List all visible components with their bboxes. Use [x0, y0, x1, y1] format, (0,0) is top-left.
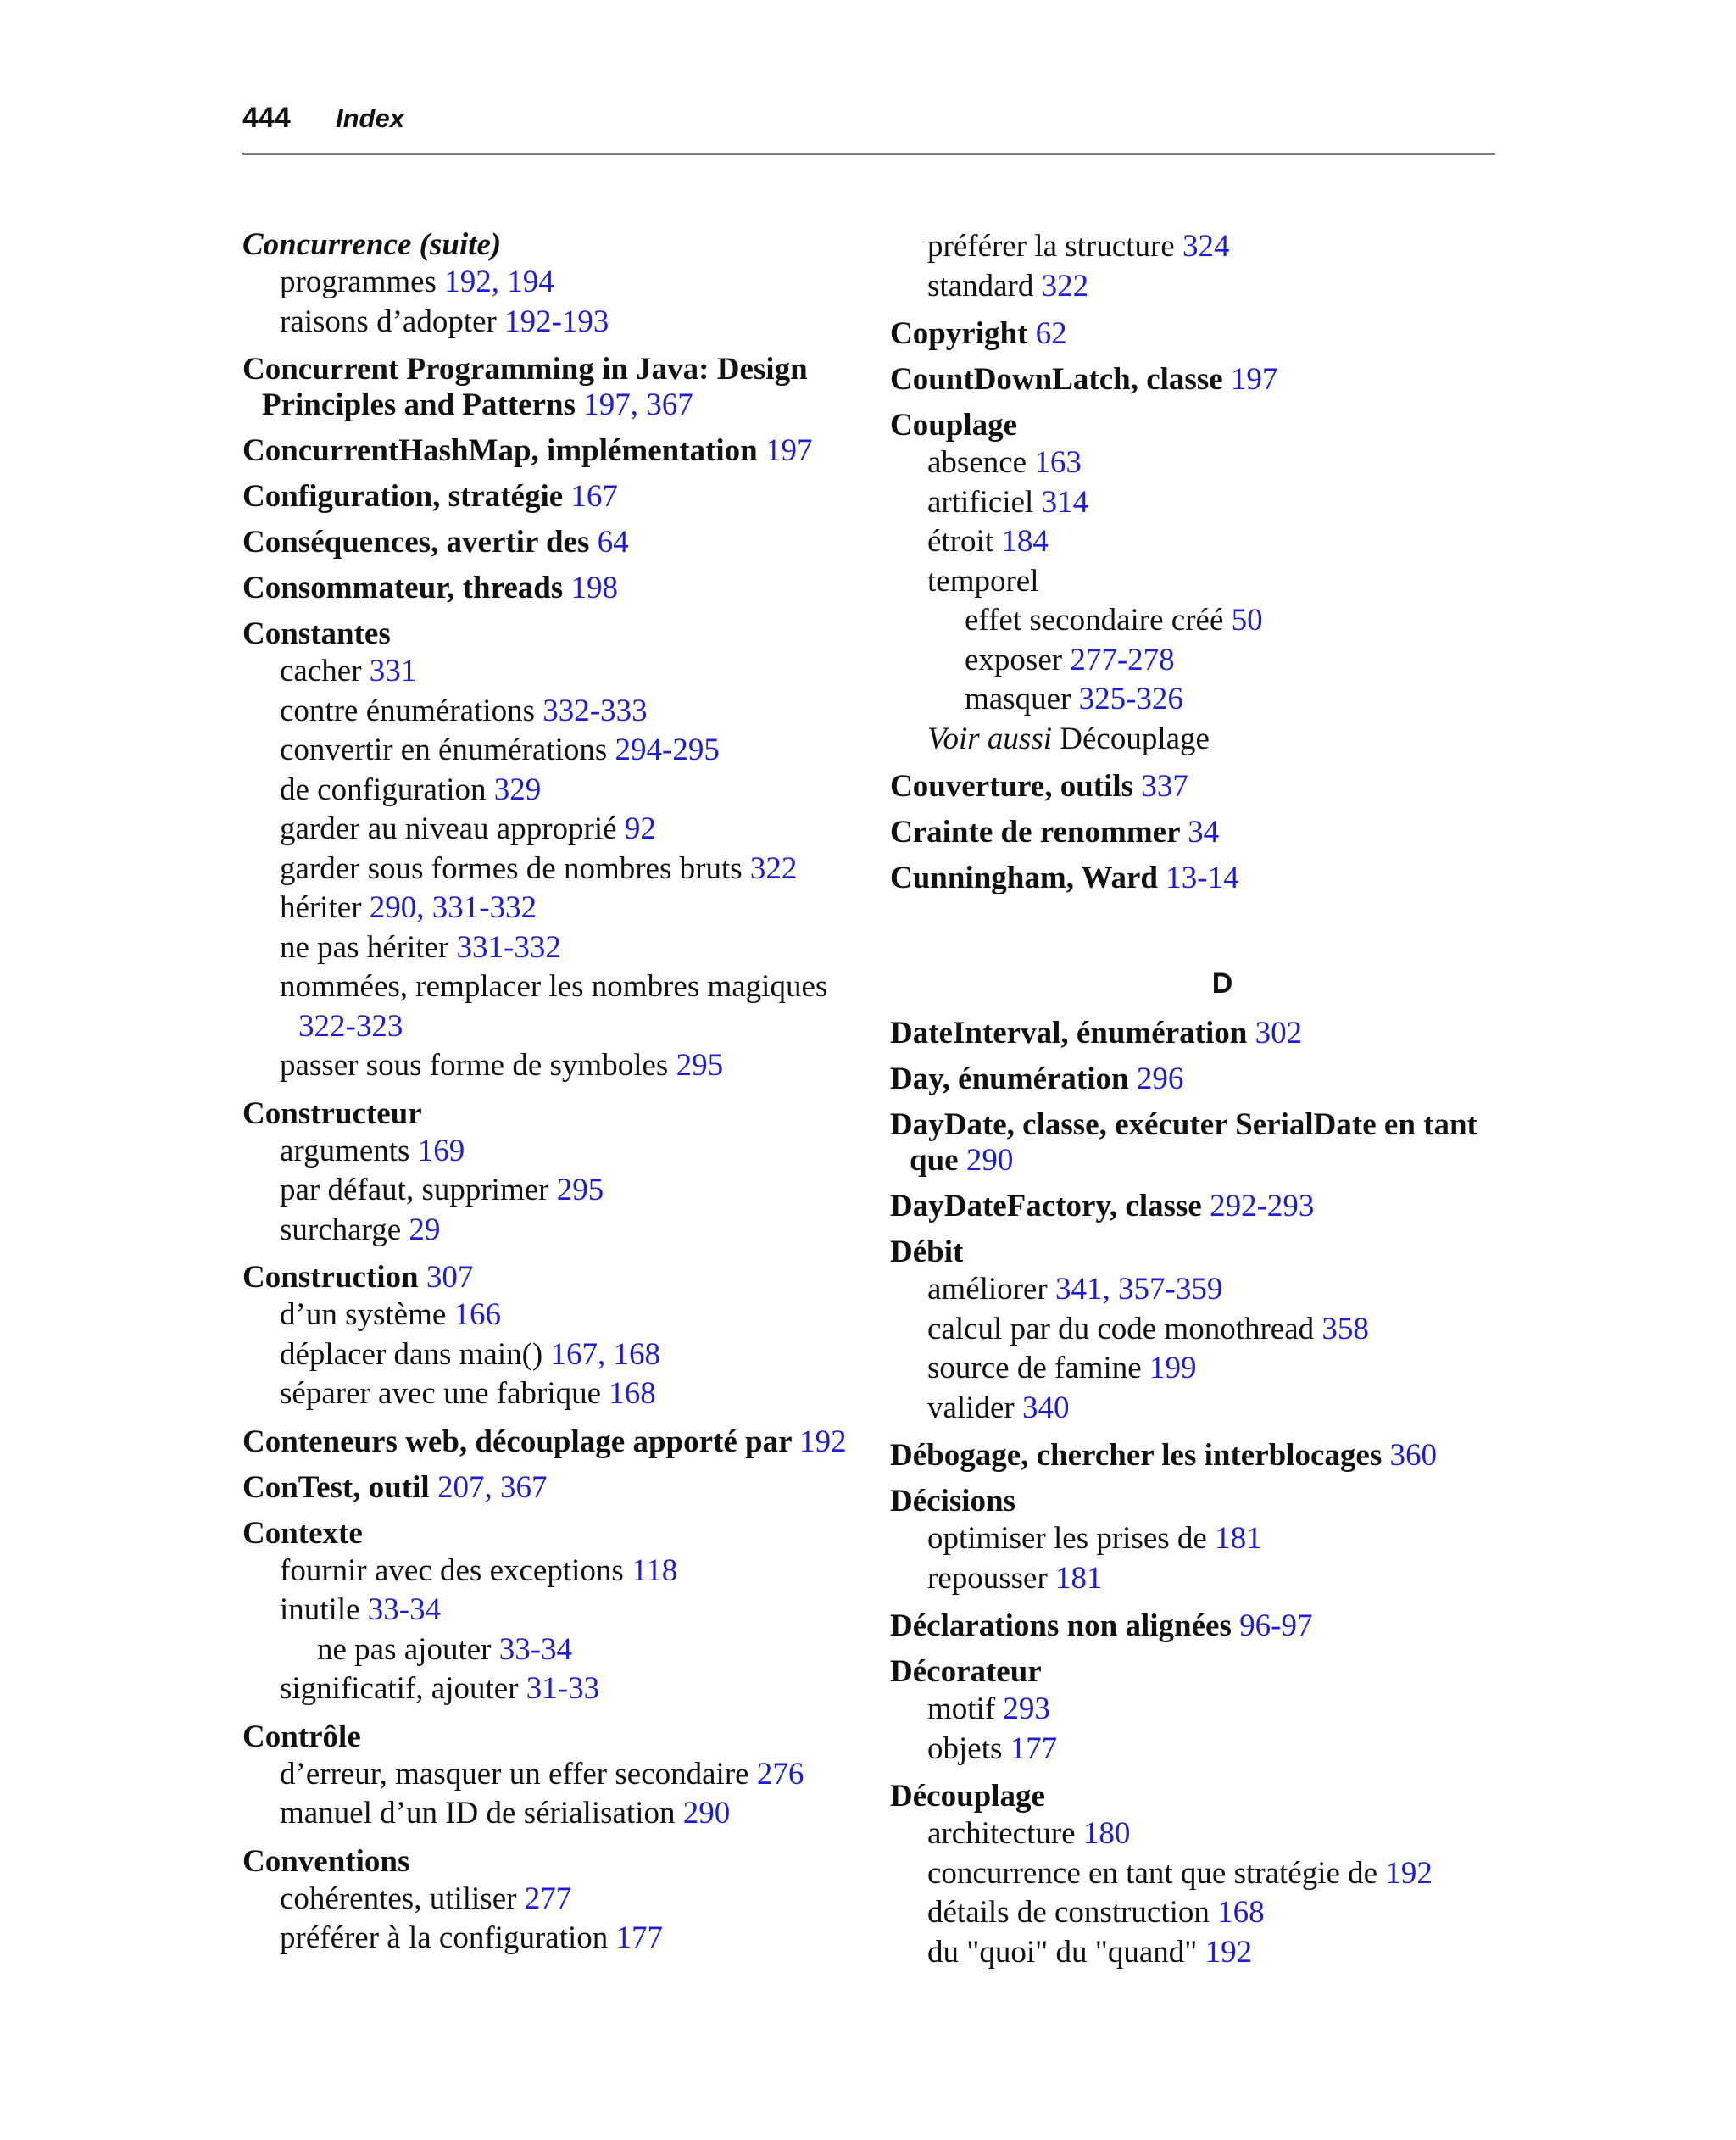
page-reference[interactable]: 181 — [1055, 1560, 1103, 1596]
page-reference[interactable]: 169 — [417, 1133, 465, 1168]
index-term: séparer avec une fabrique — [280, 1376, 609, 1411]
index-term: convertir en énumérations — [280, 733, 615, 767]
page-reference[interactable]: 294-295 — [615, 733, 720, 767]
index-term: DayDateFactory, classe — [890, 1189, 1210, 1223]
index-term: absence — [927, 445, 1035, 480]
index-subentry — [242, 1374, 856, 1414]
index-entry — [890, 1654, 1504, 1690]
index-term: DateInterval, énumération — [890, 1016, 1255, 1050]
index-subentry — [242, 652, 856, 692]
page-number: 444 — [242, 102, 291, 134]
index-term: garder sous formes de nombres bruts — [280, 850, 750, 886]
index-term: préférer à la configuration — [280, 1920, 616, 1955]
index-term: programmes — [280, 265, 445, 299]
page-reference[interactable]: 197 — [765, 433, 813, 468]
index-term: de configuration — [280, 772, 494, 807]
page-reference[interactable]: 192 — [1385, 1855, 1433, 1891]
page-reference[interactable]: 341, 357-359 — [1055, 1272, 1223, 1307]
index-term: raisons d’adopter — [280, 304, 505, 339]
index-entry — [890, 861, 1504, 896]
index-subentry — [890, 227, 1504, 267]
index-subentry — [242, 1755, 856, 1795]
index-term: inutile — [280, 1592, 368, 1627]
page-reference[interactable]: 64 — [597, 525, 629, 560]
page-reference[interactable]: 197, 367 — [583, 387, 693, 422]
index-term: Constructeur — [242, 1095, 422, 1131]
page-reference[interactable]: 340 — [1021, 1390, 1070, 1425]
index-term: CountDownLatch, classe — [890, 362, 1231, 397]
page-reference[interactable]: 92 — [624, 811, 656, 846]
index-subentry — [242, 928, 856, 968]
page-reference[interactable]: 358 — [1321, 1311, 1369, 1346]
index-subentry — [242, 1296, 856, 1335]
page-reference[interactable]: 166 — [453, 1297, 502, 1332]
page-reference[interactable]: 197 — [1230, 362, 1278, 397]
index-subsubentry — [890, 601, 1504, 641]
index-term: contre énumérations — [280, 693, 543, 728]
index-entry — [890, 408, 1504, 443]
page-reference[interactable]: 207, 367 — [437, 1469, 548, 1505]
index-term: Conséquences, avertir des — [242, 525, 598, 560]
index-term: Consommateur, threads — [242, 571, 571, 605]
index-entry — [242, 571, 856, 606]
index-term: Contexte — [242, 1515, 363, 1551]
index-entry — [890, 1608, 1504, 1644]
index-subentry — [242, 889, 856, 928]
index-subentry — [242, 692, 856, 732]
index-term: étroit — [927, 524, 1002, 559]
page-reference[interactable]: 322 — [749, 850, 798, 886]
index-subentry — [242, 810, 856, 850]
running-title: Index — [336, 103, 404, 133]
index-entry — [890, 815, 1504, 850]
index-subentry — [890, 1270, 1504, 1310]
index-term: concurrence en tant que stratégie de — [927, 1855, 1386, 1891]
index-term: effet secondaire créé — [965, 603, 1232, 638]
index-entry — [890, 362, 1504, 398]
index-term: motif — [927, 1691, 1004, 1726]
index-term: temporel — [927, 563, 1039, 599]
index-entry — [890, 1062, 1504, 1097]
page-reference[interactable]: 163 — [1034, 445, 1082, 480]
index-term: significatif, ajouter — [280, 1671, 526, 1706]
index-entry — [242, 1470, 856, 1506]
page-reference[interactable]: 295 — [676, 1048, 724, 1083]
index-term: Day, énumération — [890, 1062, 1137, 1096]
index-subentry — [890, 483, 1504, 523]
index-subentry — [242, 1132, 856, 1172]
page-reference[interactable]: 331 — [369, 654, 417, 688]
index-subentry — [890, 1730, 1504, 1769]
index-term: exposer — [965, 642, 1071, 677]
index-term: optimiser les prises de — [927, 1521, 1216, 1556]
page-reference[interactable]: 302 — [1255, 1016, 1303, 1050]
index-term: Déclarations non alignées — [890, 1608, 1240, 1643]
index-entry — [242, 433, 856, 469]
page-reference[interactable]: 325-326 — [1078, 682, 1183, 716]
page-reference[interactable]: 329 — [493, 772, 542, 807]
index-subsubentry — [890, 641, 1504, 681]
page-reference[interactable]: 31-33 — [526, 1671, 600, 1706]
index-term: fournir avec des exceptions — [280, 1552, 632, 1588]
page-reference[interactable]: 33-34 — [498, 1631, 573, 1667]
index-entry — [242, 227, 856, 263]
index-entry — [890, 1189, 1504, 1224]
index-term: Découplage — [890, 1779, 1045, 1814]
index-entry — [890, 1484, 1504, 1519]
index-term: d’un système — [280, 1297, 454, 1332]
index-entry — [890, 1016, 1504, 1051]
page-reference[interactable]: 292-293 — [1210, 1189, 1315, 1223]
index-term: Découplage — [1060, 721, 1210, 756]
index-term: arguments — [280, 1133, 418, 1168]
index-term: Couplage — [890, 408, 1018, 443]
index-term: Débit — [890, 1234, 964, 1269]
index-term: par défaut, supprimer — [280, 1173, 557, 1207]
index-subentry — [242, 1335, 856, 1375]
page-reference[interactable]: 277 — [524, 1881, 572, 1916]
index-entry — [890, 1779, 1504, 1814]
index-term: Construction — [242, 1260, 426, 1295]
page-reference[interactable]: 192 — [799, 1424, 847, 1459]
index-subentry — [242, 1591, 856, 1630]
page-reference[interactable]: 314 — [1041, 484, 1089, 520]
index-term: Configuration, stratégie — [242, 479, 571, 514]
page-reference[interactable]: 290 — [682, 1796, 731, 1831]
index-subsubentry — [242, 1630, 856, 1670]
index-term: Concurrence (suite) — [242, 227, 502, 262]
page-reference[interactable]: 324 — [1182, 229, 1230, 264]
index-term: Décorateur — [890, 1654, 1042, 1689]
index-term: préférer la structure — [927, 229, 1182, 264]
page-reference[interactable]: 34 — [1188, 815, 1220, 850]
index-term: améliorer — [927, 1272, 1055, 1307]
page-reference[interactable]: 276 — [756, 1756, 804, 1792]
index-term: d’erreur, masquer un effer secondaire — [280, 1756, 757, 1792]
index-term: Conteneurs web, découplage apporté par — [242, 1424, 800, 1459]
index-entry — [890, 1107, 1504, 1179]
index-subentry — [890, 1349, 1504, 1389]
index-subentry — [242, 1171, 856, 1211]
page-reference[interactable]: 96-97 — [1239, 1608, 1313, 1643]
page-reference[interactable]: 167 — [570, 479, 618, 514]
index-term: garder au niveau approprié — [280, 811, 625, 846]
index-term: détails de construction — [927, 1895, 1218, 1930]
index-entry — [890, 316, 1504, 352]
page-reference[interactable]: 293 — [1003, 1691, 1050, 1726]
running-header — [242, 100, 1495, 155]
index-subentry — [242, 967, 856, 1046]
index-subentry — [242, 771, 856, 811]
page-reference[interactable]: 322 — [1041, 268, 1089, 304]
index-subentry — [242, 1794, 856, 1834]
index-term: Conventions — [242, 1843, 410, 1879]
index-subentry — [890, 1690, 1504, 1730]
index-term: Cunningham, Ward — [890, 861, 1166, 895]
index-term: standard — [927, 268, 1042, 304]
index-subentry — [890, 1310, 1504, 1350]
index-entry — [242, 1424, 856, 1460]
index-term: artificiel — [927, 484, 1042, 520]
index-term: ConTest, outil — [242, 1469, 437, 1505]
index-subentry — [890, 1933, 1504, 1973]
index-entry — [242, 1096, 856, 1132]
page-reference[interactable]: 50 — [1231, 603, 1263, 638]
page-reference[interactable]: 118 — [632, 1552, 678, 1588]
page-reference[interactable]: 168 — [609, 1376, 656, 1411]
page-reference[interactable]: 167, 168 — [550, 1336, 660, 1372]
index-term: Contrôle — [242, 1719, 361, 1754]
index-subentry — [890, 1893, 1504, 1933]
index-subentry — [890, 1814, 1504, 1854]
index-subentry — [242, 1880, 856, 1920]
index-entry — [890, 1234, 1504, 1270]
index-entry — [242, 525, 856, 560]
index-entry — [242, 352, 856, 423]
page-reference[interactable]: 177 — [1010, 1730, 1058, 1766]
page-reference[interactable]: 192 — [1205, 1934, 1253, 1970]
index-subentry — [890, 1389, 1504, 1429]
index-subentry — [890, 1559, 1504, 1599]
index-subentry — [242, 303, 856, 343]
index-subentry — [242, 731, 856, 771]
index-term: Concurrent Programming in Java: Design Principles and Patterns — [242, 352, 808, 422]
index-term: ConcurrentHashMap, implémentation — [242, 433, 766, 468]
page-reference[interactable]: 33-34 — [367, 1592, 442, 1627]
index-term: valider — [927, 1390, 1022, 1425]
index-term: calcul par du code monothread — [927, 1311, 1322, 1346]
page-reference[interactable]: 168 — [1217, 1895, 1265, 1930]
index-entry — [242, 616, 856, 652]
index-term: hériter — [280, 890, 370, 925]
page-reference[interactable]: 180 — [1082, 1816, 1131, 1851]
index-entry — [242, 1844, 856, 1880]
index-subentry — [890, 720, 1504, 760]
index-subentry — [242, 263, 856, 303]
index-term: ne pas ajouter — [317, 1631, 499, 1667]
page-reference[interactable]: 198 — [570, 571, 618, 605]
index-subentry — [890, 267, 1504, 307]
index-term: masquer — [965, 682, 1079, 716]
index-term: architecture — [927, 1816, 1083, 1851]
index-term: déplacer dans main() — [280, 1336, 551, 1372]
page-reference[interactable]: 331-332 — [456, 929, 561, 965]
index-subsubentry — [890, 680, 1504, 720]
see-also-label: Voir aussi — [927, 721, 1060, 756]
index-term: surcharge — [280, 1212, 409, 1247]
index-term: Crainte de renommer — [890, 815, 1188, 850]
page-reference[interactable]: 192-193 — [504, 304, 609, 339]
index-subentry — [242, 850, 856, 889]
index-subentry — [242, 1211, 856, 1251]
page-reference[interactable]: 62 — [1035, 316, 1067, 351]
index-entry — [242, 1719, 856, 1755]
index-subentry — [242, 1919, 856, 1959]
index-term: cacher — [280, 654, 370, 688]
index-subentry — [890, 562, 1504, 602]
index-entry — [890, 1438, 1504, 1474]
page-reference[interactable]: 177 — [615, 1920, 664, 1955]
index-term: cohérentes, utiliser — [280, 1881, 525, 1916]
index-term: du "quoi" du "quand" — [927, 1934, 1205, 1970]
page-reference[interactable]: 13-14 — [1166, 861, 1239, 895]
page-reference[interactable]: 332-333 — [542, 693, 648, 728]
page-reference[interactable]: 307 — [426, 1260, 474, 1295]
page-reference[interactable]: 337 — [1141, 769, 1188, 804]
index-subentry — [242, 1669, 856, 1709]
page-reference[interactable]: 181 — [1215, 1521, 1262, 1556]
section-letter: D — [1211, 967, 1233, 1000]
page-reference[interactable]: 277-278 — [1070, 642, 1175, 677]
index-entry — [242, 1260, 856, 1296]
page-reference[interactable]: 184 — [1001, 524, 1049, 559]
index-term: Copyright — [890, 316, 1036, 351]
index-term: Débogage, chercher les interblocages — [890, 1438, 1390, 1473]
index-subentry — [890, 443, 1504, 483]
index-term: source de famine — [927, 1351, 1149, 1385]
index-term: DayDate, classe, exécuter SerialDate en tant que — [890, 1107, 1477, 1178]
index-subentry — [890, 1854, 1504, 1894]
index-term: nommées, remplacer les nombres magiques — [280, 969, 828, 1004]
index-subentry — [242, 1046, 856, 1086]
index-column-left — [242, 227, 856, 1959]
page-reference[interactable]: 199 — [1149, 1351, 1197, 1385]
index-term: repousser — [927, 1560, 1056, 1596]
index-entry — [890, 769, 1504, 805]
index-entry — [242, 479, 856, 515]
index-subentry — [890, 1519, 1504, 1559]
page-reference[interactable]: 192, 194 — [444, 265, 554, 299]
index-term: Couverture, outils — [890, 769, 1142, 804]
index-entry — [242, 1516, 856, 1552]
index-term: Décisions — [890, 1484, 1015, 1519]
index-term: manuel d’un ID de sérialisation — [280, 1796, 683, 1831]
index-term: Constantes — [242, 616, 391, 651]
index-subentry — [242, 1552, 856, 1591]
page-reference[interactable]: 360 — [1389, 1438, 1437, 1473]
index-column-right — [890, 227, 1504, 1972]
page-reference[interactable]: 290, 331-332 — [369, 890, 537, 925]
page-reference[interactable]: 295 — [556, 1173, 604, 1207]
index-term: ne pas hériter — [280, 929, 457, 965]
page-reference[interactable]: 29 — [409, 1212, 441, 1247]
index-subentry — [890, 522, 1504, 562]
index-term: objets — [927, 1730, 1010, 1766]
page-reference[interactable]: 296 — [1136, 1062, 1184, 1096]
page-reference[interactable]: 290 — [965, 1143, 1014, 1178]
page-reference[interactable]: 322-323 — [298, 1008, 403, 1044]
index-term: passer sous forme de symboles — [280, 1048, 676, 1083]
